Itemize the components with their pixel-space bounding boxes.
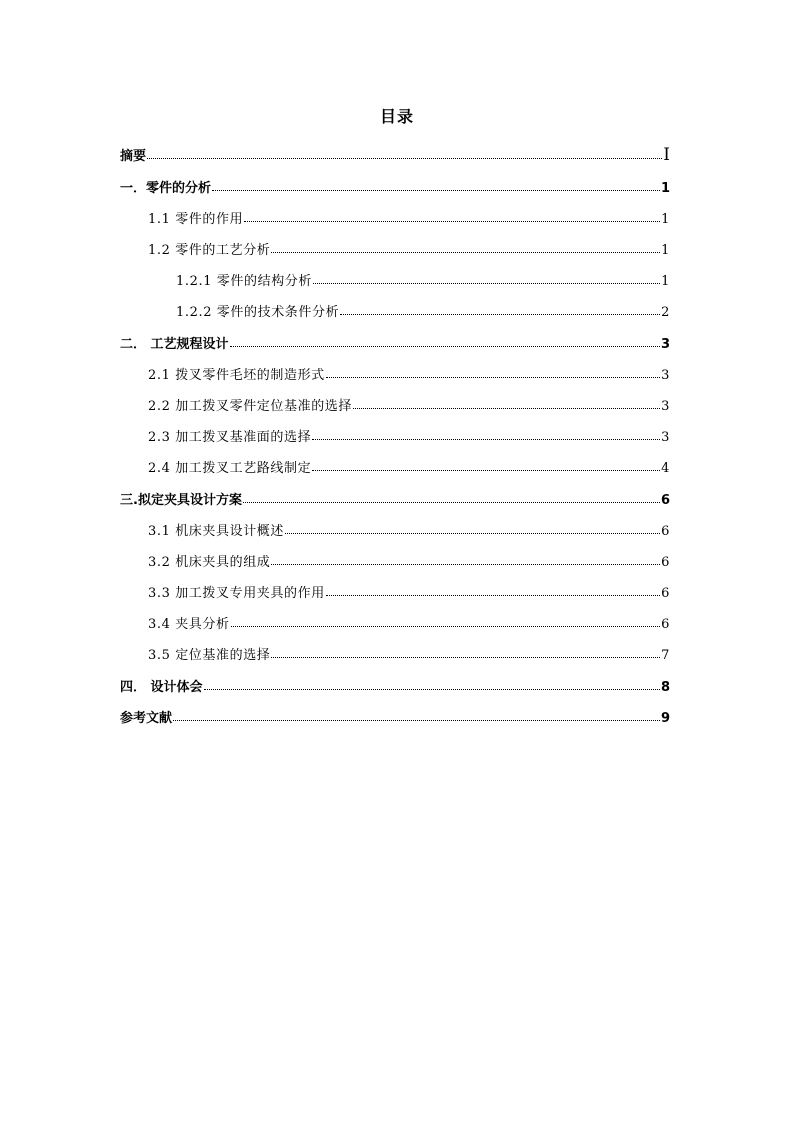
toc-entry[interactable]	[120, 670, 670, 701]
toc-entry-label: 1.2.1 零件的结构分析	[176, 274, 313, 290]
toc-entry-label: 1.1 零件的作用	[148, 211, 244, 227]
dot-leader	[326, 377, 660, 378]
toc-entry-label: 3.4 夹具分析	[148, 617, 230, 633]
toc-entry-page: 1	[661, 274, 670, 290]
toc-entry-page: 1	[660, 180, 670, 196]
toc-entry[interactable]	[120, 139, 670, 170]
toc-entry[interactable]	[120, 607, 670, 638]
toc-entry-label: 2.2 加工拨叉零件定位基准的选择	[148, 398, 353, 414]
toc-entry-label: 3.1 机床夹具设计概述	[148, 523, 285, 539]
toc-entry-page: 2	[661, 305, 670, 321]
toc-entry-page: 1	[661, 211, 670, 227]
toc-entry[interactable]	[120, 202, 670, 233]
table-of-contents	[120, 139, 670, 732]
toc-entry[interactable]	[120, 545, 670, 576]
toc-entry[interactable]	[120, 638, 670, 669]
toc-entry-page: 3	[661, 398, 670, 414]
dot-leader	[230, 346, 660, 347]
dot-leader	[212, 190, 660, 191]
toc-entry-label: 2.3 加工拨叉基准面的选择	[148, 430, 312, 446]
dot-leader	[243, 502, 660, 503]
toc-entry-page: 1	[661, 243, 670, 259]
toc-entry-label: 1.2.2 零件的技术条件分析	[176, 305, 340, 321]
dot-leader	[271, 657, 660, 658]
dot-leader	[147, 158, 662, 159]
dot-leader	[244, 221, 660, 222]
toc-entry-page: 6	[660, 492, 670, 508]
toc-entry[interactable]	[120, 451, 670, 482]
toc-entry-page: 6	[661, 617, 670, 633]
toc-entry[interactable]	[120, 171, 670, 202]
toc-entry[interactable]	[120, 233, 670, 264]
toc-entry-label: 2.4 加工拨叉工艺路线制定	[148, 461, 312, 477]
toc-title: 目录	[379, 107, 414, 126]
dot-leader	[312, 439, 660, 440]
toc-entry[interactable]	[120, 358, 670, 389]
toc-entry-page: 3	[660, 336, 670, 352]
dot-leader	[231, 626, 661, 627]
toc-entry[interactable]	[120, 576, 670, 607]
toc-entry-page: 7	[661, 648, 670, 664]
toc-entry-page: 3	[661, 430, 670, 446]
dot-leader	[285, 533, 660, 534]
toc-entry-label: 2.1 拨叉零件毛坯的制造形式	[148, 367, 325, 383]
toc-entry[interactable]	[120, 389, 670, 420]
toc-entry-label: 3.5 定位基准的选择	[148, 648, 271, 664]
dot-leader	[312, 470, 660, 471]
toc-entry-label: 摘要	[120, 148, 147, 164]
toc-entry-page: 4	[661, 461, 670, 477]
dot-leader	[353, 408, 660, 409]
toc-entry-label: 二． 工艺规程设计	[120, 336, 229, 352]
toc-entry-label: 四． 设计体会	[120, 679, 203, 695]
dot-leader	[340, 314, 660, 315]
toc-entry[interactable]	[120, 295, 670, 326]
dot-leader	[271, 564, 660, 565]
toc-entry-label: 3.2 机床夹具的组成	[148, 554, 271, 570]
dot-leader	[173, 720, 660, 721]
toc-entry-label: 一．零件的分析	[120, 180, 212, 196]
toc-entry-page: 6	[661, 554, 670, 570]
dot-leader	[326, 595, 660, 596]
toc-entry-label: 参考文献	[120, 710, 173, 726]
toc-entry[interactable]	[120, 701, 670, 732]
dot-leader	[271, 252, 660, 253]
dot-leader	[204, 689, 660, 690]
toc-entry-page: 3	[661, 367, 670, 383]
toc-entry-page: Ⅰ	[663, 144, 670, 165]
toc-entry[interactable]	[120, 420, 670, 451]
toc-entry[interactable]	[120, 482, 670, 513]
toc-entry-page: 6	[661, 586, 670, 602]
dot-leader	[313, 283, 660, 284]
toc-entry-label: 1.2 零件的工艺分析	[148, 243, 271, 259]
toc-entry[interactable]	[120, 264, 670, 295]
toc-entry[interactable]	[120, 514, 670, 545]
toc-entry-page: 8	[660, 679, 670, 695]
toc-entry-page: 9	[660, 710, 670, 726]
toc-entry[interactable]	[120, 327, 670, 358]
toc-entry-page: 6	[661, 523, 670, 539]
toc-entry-label: 3.3 加工拨叉专用夹具的作用	[148, 586, 325, 602]
toc-entry-label: 三.拟定夹具设计方案	[120, 492, 242, 508]
